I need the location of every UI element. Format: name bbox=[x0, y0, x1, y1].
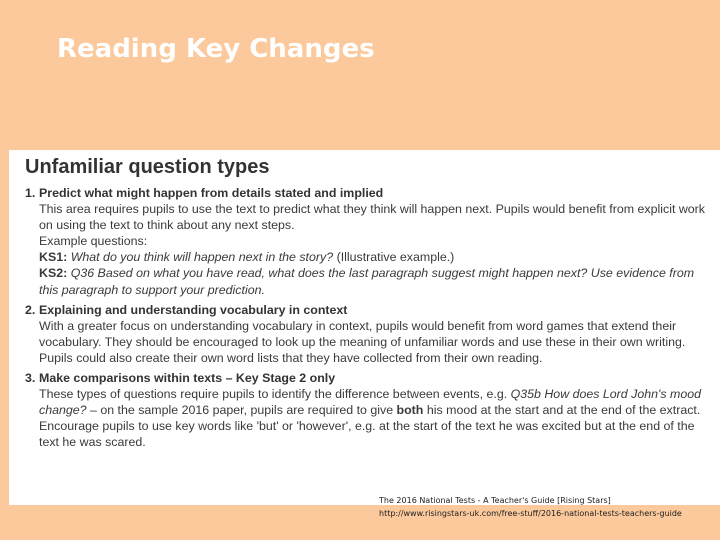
emphasis-word: both bbox=[396, 403, 424, 418]
ks1-label: KS1: bbox=[39, 250, 68, 265]
item-text-part: his mood at the start and at the end of the extract. Encourage pupils to use key words like 'but' or 'however', e.g. at the start of the text he was excited but at the end of the text he was scared. bbox=[39, 403, 701, 450]
item-number: 2. bbox=[25, 302, 36, 317]
source-citation bbox=[379, 494, 682, 520]
panel-heading: Unfamiliar question types bbox=[25, 156, 270, 178]
question-type-item bbox=[25, 302, 710, 366]
ks2-example bbox=[39, 265, 710, 297]
ks2-question: Q36 Based on what you have read, what does the last paragraph suggest might happen next? Use evidence from this paragraph to support your prediction. bbox=[39, 266, 695, 297]
ks1-example bbox=[39, 249, 710, 265]
item-title: Predict what might happen from details stated and implied bbox=[39, 186, 384, 200]
citation-title: The 2016 National Tests - A Teacher's Guide [Rising Stars] bbox=[379, 496, 611, 505]
question-type-item bbox=[25, 185, 710, 298]
item-title: Make comparisons within texts – Key Stage 2 only bbox=[39, 371, 336, 386]
item-text-part: – on the sample 2016 paper, pupils are required to give bbox=[90, 403, 394, 418]
item-title: Explaining and understanding vocabulary in context bbox=[39, 302, 348, 317]
item-text-part: These types of questions require pupils to identify the difference between events, e.g. bbox=[39, 387, 508, 402]
example-question: Q35b How does Lord John's mood change? bbox=[39, 387, 702, 418]
ks1-note: (Illustrative example.) bbox=[336, 250, 455, 265]
example-label: Example questions: bbox=[39, 234, 148, 249]
item-text bbox=[39, 386, 710, 450]
ks2-label: KS2: bbox=[39, 266, 68, 281]
slide-title: Reading Key Changes bbox=[57, 34, 375, 64]
item-number: 1. bbox=[25, 186, 36, 200]
question-type-item bbox=[25, 370, 710, 450]
content-panel bbox=[9, 150, 720, 505]
item-text: With a greater focus on understanding vocabulary in context, pupils would benefit from word games that extend their vocabulary. They should be encouraged to look up the meaning of unfamiliar words and use these in their own writing. Pupils could also create their own word lists that they have collected from their own reading. bbox=[39, 318, 686, 365]
ks1-question: What do you think will happen next in the story? bbox=[70, 250, 334, 265]
item-text: This area requires pupils to use the text to predict what they think will happen next. Pupils would benefit from explicit work on using the text to think about any next steps. bbox=[39, 202, 705, 233]
citation-url: http://www.risingstars-uk.com/free-stuff/2016-national-tests-teachers-guide bbox=[379, 509, 682, 518]
item-number: 3. bbox=[25, 371, 36, 386]
